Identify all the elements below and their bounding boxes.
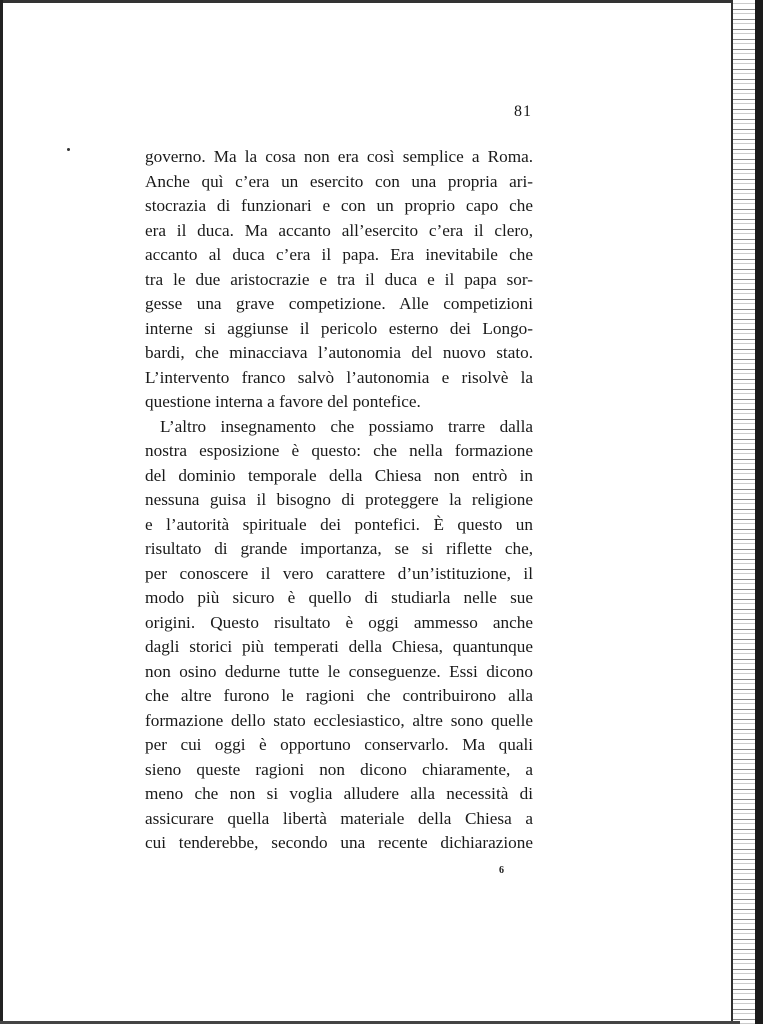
body-text — [145, 145, 533, 856]
signature-mark: 6 — [499, 865, 504, 876]
text-line: del dominio temporale della Chiesa non entrò in — [145, 465, 533, 485]
text-line: nostra esposizione è questo: che nella formazione — [145, 441, 533, 460]
text-line: dagli storici più temperati della Chiesa, quantunque — [145, 637, 533, 656]
text-line: per conoscere il vero carattere d’un’istituzione, il — [145, 563, 533, 583]
text-line: non osino dedurne tutte le conseguenze. Essi dicono — [145, 661, 533, 681]
scan-right-edge — [731, 0, 763, 1024]
text-line: L’intervento franco salvò l’autonomia e risolvè la — [145, 367, 533, 387]
paragraph-start-line: L’altro insegnamento che possiamo trarre dalla — [160, 416, 533, 436]
text-line: accanto al duca c’era il papa. Era inevitabile che — [145, 245, 533, 264]
text-line: Anche quì c’era un esercito con una propria ari- — [145, 171, 533, 191]
scan-speck — [67, 148, 70, 151]
text-line: era il duca. Ma accanto all’esercito c’era il clero, — [145, 220, 533, 240]
text-line: gesse una grave competizione. Alle competizioni — [145, 294, 533, 313]
text-line: risultato di grande importanza, se si riflette che, — [145, 539, 533, 558]
text-line: tra le due aristocrazie e tra il duca e il papa sor- — [145, 269, 533, 289]
scan-left-edge — [0, 0, 3, 1024]
text-line: meno che non si voglia alludere alla necessità di — [145, 784, 533, 803]
text-line: che altre furono le ragioni che contribuirono alla — [145, 686, 533, 705]
text-line: cui tenderebbe, secondo una recente dichiarazione — [145, 833, 533, 852]
text-line: per cui oggi è opportuno conservarlo. Ma quali — [145, 735, 533, 754]
text-line: nessuna guisa il bisogno di proteggere la religione — [145, 490, 533, 509]
text-line: assicurare quella libertà materiale della Chiesa a — [145, 808, 533, 828]
scan-top-edge — [0, 0, 763, 3]
text-line: questione interna a favore del pontefice. — [145, 392, 421, 411]
text-line: interne si aggiunse il pericolo esterno dei Longo- — [145, 318, 533, 338]
text-line: formazione dello stato ecclesiastico, altre sono quelle — [145, 710, 533, 730]
text-line: bardi, che minacciava l’autonomia del nuovo stato. — [145, 343, 533, 362]
text-line: stocrazia di funzionari e con un proprio capo che — [145, 196, 533, 215]
text-line: sieno queste ragioni non dicono chiaramente, a — [145, 759, 533, 779]
text-line: e l’autorità spirituale dei pontefici. È questo un — [145, 514, 533, 534]
text-line: governo. Ma la cosa non era così semplice a Roma. — [145, 147, 533, 166]
page-number: 81 — [514, 103, 532, 120]
text-line: modo più sicuro è quello di studiarla nelle sue — [145, 588, 533, 607]
text-line: origini. Questo risultato è oggi ammesso anche — [145, 612, 533, 632]
